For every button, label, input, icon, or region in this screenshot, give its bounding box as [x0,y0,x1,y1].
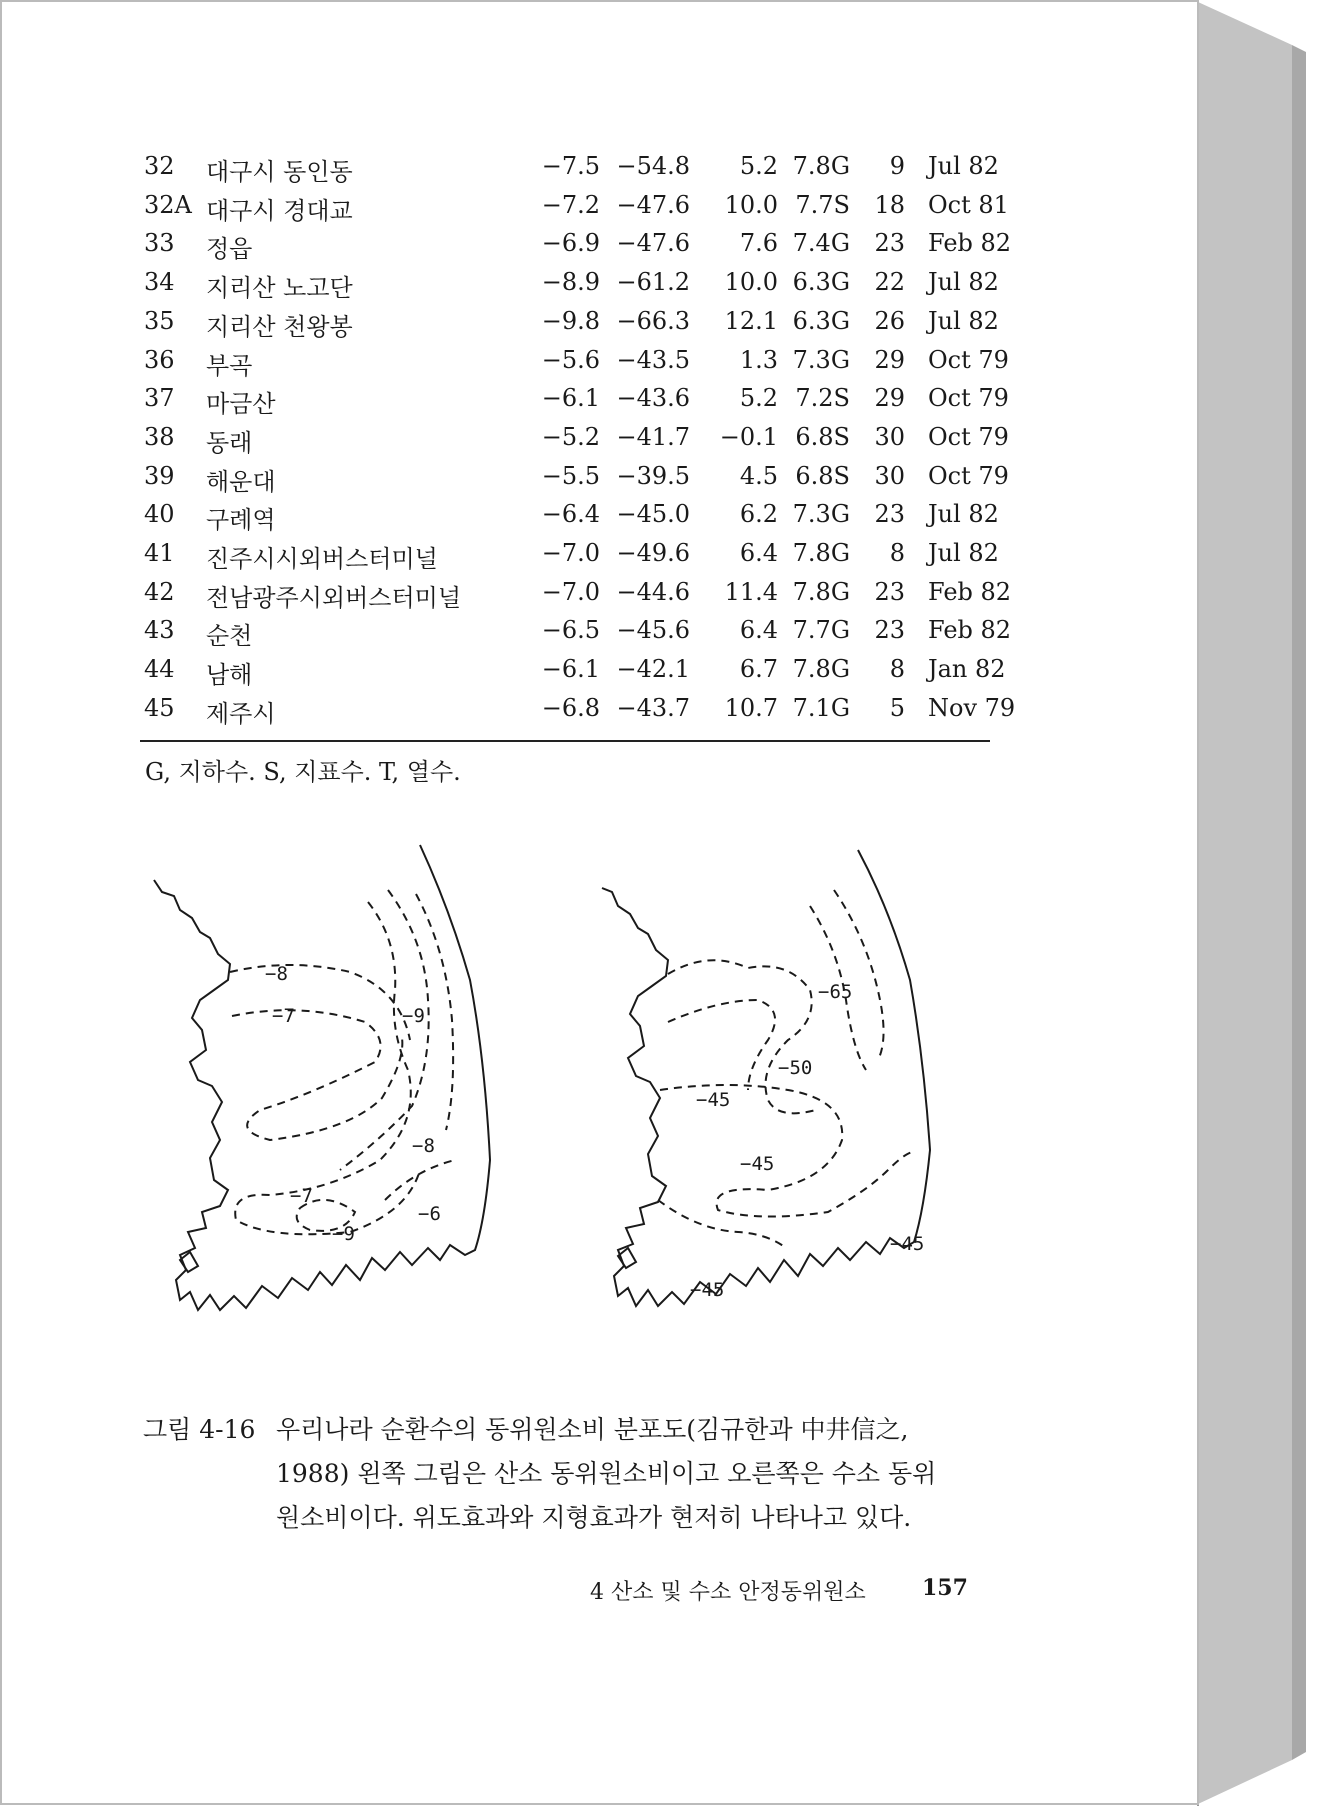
sample-day: 23 [874,229,905,258]
sample-month: Oct 81 [928,190,1009,219]
row-number: 32 [144,152,175,180]
contour-label: −8 [412,1135,435,1157]
table-row [140,229,1012,267]
sample-day: 30 [874,461,905,490]
delta-o18: −5.5 [541,461,600,490]
table-row [140,500,1000,538]
oxygen-isotope-map [154,845,490,1310]
sample-month: Nov 79 [928,693,1016,722]
sample-day: 29 [874,345,905,374]
conductivity-type: 6.8S [795,422,850,451]
sample-month: Oct 79 [928,461,1009,490]
sample-month: Oct 79 [928,384,1009,413]
conductivity-type: 7.8G [792,152,850,180]
table-row [140,152,1000,190]
contour-line [668,1000,775,1090]
row-number: 33 [144,229,175,258]
delta-d: −61.2 [616,268,690,297]
conductivity-type: 6.8S [795,461,850,490]
sample-month: Jan 82 [928,655,1006,684]
d-excess: 11.4 [724,577,778,606]
conductivity-type: 7.1G [792,693,850,722]
caption-line: 우리나라 순환수의 동위원소비 분포도(김규한과 中井信之, [276,1415,909,1444]
sample-day: 23 [874,500,905,529]
sample-day: 9 [889,152,905,180]
d-excess: 6.4 [739,539,778,567]
sample-month: Feb 82 [928,577,1012,606]
table-row [140,655,1006,693]
delta-d: −47.6 [616,190,690,219]
row-number: 34 [144,268,175,297]
row-number: 41 [144,539,175,567]
delta-o18: −6.5 [541,616,600,645]
delta-d: −49.6 [616,539,690,567]
d-excess: 10.0 [724,190,778,219]
contour-label: −45 [740,1153,775,1175]
delta-d: −47.6 [616,229,690,258]
sample-day: 23 [874,577,905,606]
d-excess: −0.1 [719,422,778,451]
contour-label: −9 [332,1223,355,1245]
contour-label: −8 [265,963,288,985]
conductivity-type: 7.4G [792,229,850,258]
site-name: 해운대 [206,467,276,496]
delta-d: −45.6 [616,616,690,645]
row-number: 37 [144,384,175,413]
sample-day: 23 [874,616,905,645]
delta-o18: −5.6 [541,345,600,374]
conductivity-type: 7.8G [792,539,850,567]
delta-d: −43.5 [616,345,690,374]
sample-month: Jul 82 [928,152,999,180]
delta-o18: −6.1 [541,384,600,413]
table-row [140,539,1000,577]
contour-line [235,902,420,1234]
table-row [140,616,1012,654]
contour-line [230,965,410,1040]
caption-line: 1988) 왼쪽 그림은 산소 동위원소비이고 오른쪽은 수소 동위 [276,1459,937,1488]
contour-line [340,890,429,1170]
row-number: 44 [144,655,175,684]
d-excess: 10.7 [724,693,778,722]
row-number: 35 [144,306,175,335]
contour-line [385,1160,455,1200]
table-row [140,307,1000,345]
delta-d: −39.5 [616,461,690,490]
sample-month: Jul 82 [928,539,999,567]
delta-o18: −9.8 [541,306,600,335]
delta-o18: −7.0 [541,539,600,567]
conductivity-type: 7.7G [792,616,850,645]
site-name: 진주시시외버스터미널 [206,545,438,573]
conductivity-type: 7.2S [795,384,850,413]
table-row [140,268,1000,306]
page-number: 157 [922,1575,968,1601]
table-row [140,345,1009,384]
delta-d: −66.3 [616,306,690,335]
site-name: 제주시 [206,699,276,728]
sample-day: 26 [874,306,905,335]
delta-o18: −5.2 [541,422,600,451]
d-excess: 6.4 [739,616,778,645]
sample-day: 30 [874,422,905,451]
figure-label: 그림 4-16 [143,1415,256,1444]
conductivity-type: 6.3G [792,306,850,335]
sample-day: 18 [874,190,905,219]
d-excess: 4.5 [739,461,778,490]
conductivity-type: 7.3G [792,500,850,529]
sample-day: 22 [874,268,905,297]
conductivity-type: 6.3G [792,268,850,297]
d-excess: 10.0 [724,268,778,297]
delta-o18: −7.5 [541,152,600,180]
row-number: 42 [144,577,175,606]
delta-d: −41.7 [616,422,690,451]
delta-o18: −7.2 [541,190,600,219]
table-footnote: G, 지하수. S, 지표수. T, 열수. [145,758,461,786]
delta-o18: −6.4 [541,500,600,529]
row-number: 45 [144,693,175,722]
hydrogen-isotope-map [602,850,930,1306]
delta-o18: −6.9 [541,229,600,258]
table-row [140,384,1009,422]
sample-month: Oct 79 [928,422,1009,451]
caption-line: 원소비이다. 위도효과와 지형효과가 현저히 나타나고 있다. [276,1503,912,1532]
contour-label: −6 [418,1203,441,1225]
contour-line [658,1200,786,1248]
table-row [140,693,1016,732]
row-number: 32A [144,190,192,219]
delta-o18: −7.0 [541,577,600,606]
delta-d: −44.6 [616,577,690,606]
conductivity-type: 7.8G [792,655,850,684]
contour-line [668,960,816,1113]
sample-month: Oct 79 [928,345,1009,374]
site-name: 지리산 천왕봉 [206,312,353,341]
d-excess: 1.3 [739,345,778,374]
table-row [140,422,1009,461]
delta-d: −54.8 [616,152,690,180]
hydrogen-contour-labels [690,981,924,1301]
oxygen-contour-labels [265,963,441,1245]
site-name: 남해 [206,661,253,690]
site-name: 순천 [206,622,253,651]
site-name: 구례역 [206,506,276,535]
sample-day: 29 [874,384,905,413]
row-number: 39 [144,461,175,490]
row-number: 40 [144,500,175,529]
d-excess: 6.7 [739,655,778,684]
delta-d: −43.6 [616,384,690,413]
site-name: 대구시 경대교 [206,196,353,225]
coastline [154,845,490,1310]
row-number: 38 [144,422,175,451]
delta-d: −45.0 [616,500,690,529]
contour-label: −7 [290,1185,313,1207]
conductivity-type: 7.7S [795,190,850,219]
site-name: 부곡 [206,351,253,380]
sample-month: Jul 82 [928,306,999,335]
contour-label: −7 [272,1005,295,1027]
site-name: 동래 [206,428,253,457]
sample-day: 5 [889,693,905,722]
delta-o18: −8.9 [541,268,600,297]
d-excess: 6.2 [739,500,778,529]
sample-month: Feb 82 [928,229,1012,258]
table-row [140,190,1009,229]
delta-d: −43.7 [616,693,690,722]
sample-month: Feb 82 [928,616,1012,645]
sample-day: 8 [889,539,905,567]
conductivity-type: 7.3G [792,345,850,374]
contour-label: −50 [778,1057,813,1079]
table-bottom-rule [140,740,990,742]
table-row [140,461,1009,500]
d-excess: 12.1 [724,306,778,335]
contour-label: −9 [402,1005,425,1027]
d-excess: 5.2 [739,152,778,180]
sample-day: 8 [889,655,905,684]
table-row [140,577,1012,616]
d-excess: 7.6 [739,229,778,258]
sample-month: Jul 82 [928,268,999,297]
site-name: 대구시 동인동 [206,158,353,186]
conductivity-type: 7.8G [792,577,850,606]
delta-d: −42.1 [616,655,690,684]
site-name: 마금산 [206,390,276,419]
sample-month: Jul 82 [928,500,999,529]
site-name: 지리산 노고단 [206,274,353,303]
delta-o18: −6.1 [541,655,600,684]
contour-label: −45 [690,1279,725,1301]
isotope-distribution-maps [150,840,1010,1400]
d-excess: 5.2 [739,384,778,413]
row-number: 43 [144,616,175,645]
delta-o18: −6.8 [541,693,600,722]
contour-label: −45 [696,1089,731,1111]
contour-label: −45 [890,1233,925,1255]
site-name: 정읍 [206,235,253,264]
site-name: 전남광주시외버스터미널 [206,583,462,612]
contour-label: −65 [818,981,853,1003]
contour-line [232,1010,402,1140]
row-number: 36 [144,345,175,374]
running-head: 4 산소 및 수소 안정동위원소 [590,1580,866,1605]
